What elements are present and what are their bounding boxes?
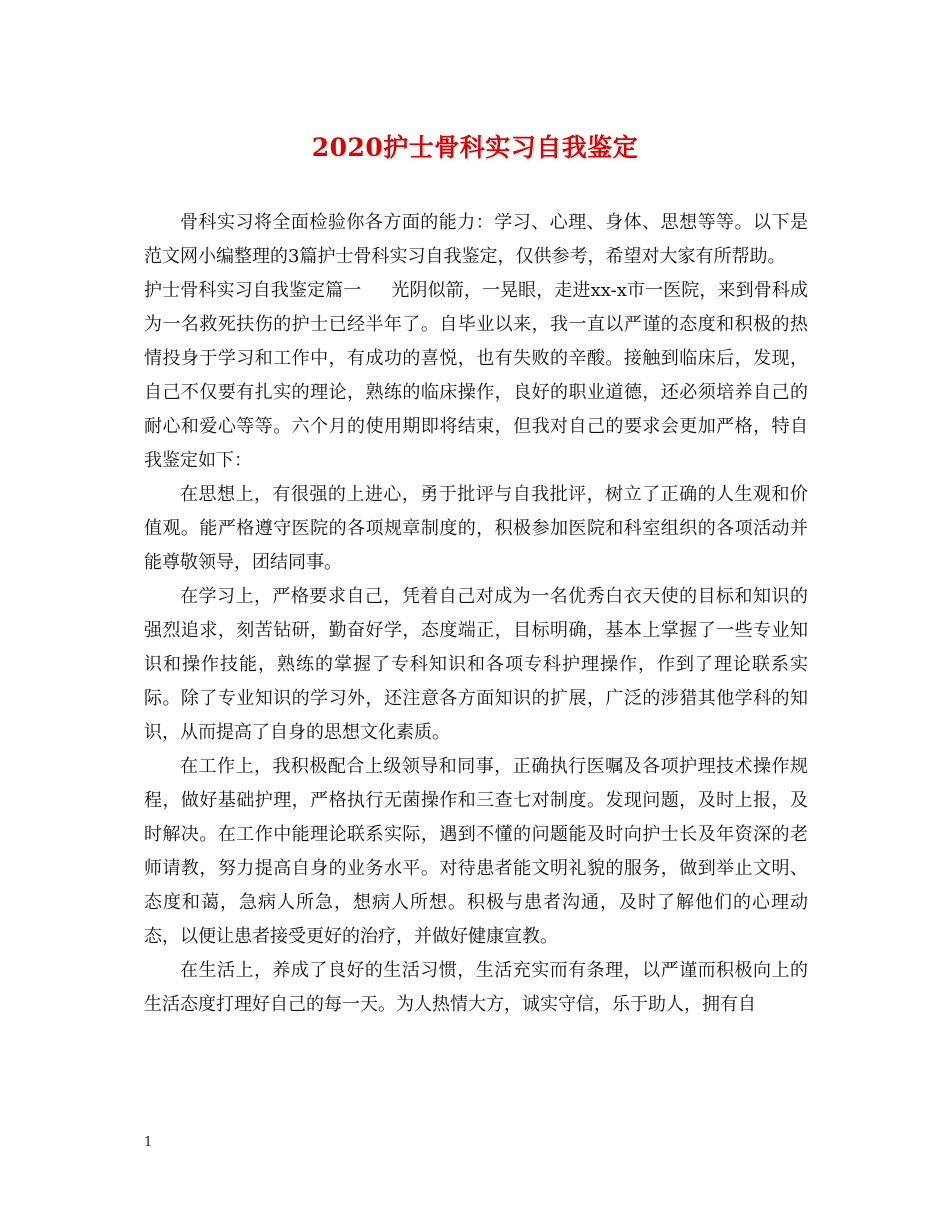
document-body (144, 206, 808, 1022)
section-heading: 护士骨科实习自我鉴定篇一 (144, 280, 362, 301)
section-paragraph (144, 274, 808, 478)
intro-paragraph: 骨科实习将全面检验你各方面的能力：学习、心理、身体、思想等等。以下是范文网小编整理的3篇护士骨科实习自我鉴定，仅供参考，希望对大家有所帮助。 (144, 212, 808, 267)
section-text: 光阴似箭，一晃眼，走进xx-x市一医院，来到骨科成为一名救死扶伤的护士已经半年了。自毕业以来，我一直以严谨的态度和积极的热情投身于学习和工作中，有成功的喜悦，也有失败的辛酸。接触到临床后，发现，自己不仅要有扎实的理论，熟练的临床操作，良好的职业道德，还必须培养自己的耐心和爱心等等。六个月的使用期即将结束，但我对自己的要求会更加严格，特自我鉴定如下： (144, 280, 808, 471)
body-paragraph-life: 在生活上，养成了良好的生活习惯，生活充实而有条理，以严谨而积极向上的生活态度打理好自己的每一天。为人热情大方，诚实守信，乐于助人，拥有自 (144, 960, 808, 1015)
page-number: 1 (144, 1135, 153, 1150)
document-title: 2020护士骨科实习自我鉴定 (311, 133, 639, 162)
body-paragraph-study: 在学习上，严格要求自己，凭着自己对成为一名优秀白衣天使的目标和知识的强烈追求，刻苦钻研，勤奋好学，态度端正，目标明确，基本上掌握了一些专业知识和操作技能，熟练的掌握了专科知识和各项专科护理操作，作到了理论联系实际。除了专业知识的学习外，还注意各方面知识的扩展，广泛的涉猎其他学科的知识，从而提高了自身的思想文化素质。 (144, 586, 808, 743)
body-paragraph-work: 在工作上，我积极配合上级领导和同事，正确执行医嘱及各项护理技术操作规程，做好基础护理，严格执行无菌操作和三查七对制度。发现问题，及时上报，及时解决。在工作中能理论联系实际，遇到不懂的问题能及时向护士长及年资深的老师请教，努力提高自身的业务水平。对待患者能文明礼貌的服务，做到举止文明、态度和蔼，急病人所急，想病人所想。积极与患者沟通，及时了解他们的心理动态，以便让患者接受更好的治疗，并做好健康宣教。 (144, 756, 808, 947)
body-paragraph-thought: 在思想上，有很强的上进心，勇于批评与自我批评，树立了正确的人生观和价值观。能严格遵守医院的各项规章制度的，积极参加医院和科室组织的各项活动并能尊敬领导，团结同事。 (144, 484, 808, 573)
